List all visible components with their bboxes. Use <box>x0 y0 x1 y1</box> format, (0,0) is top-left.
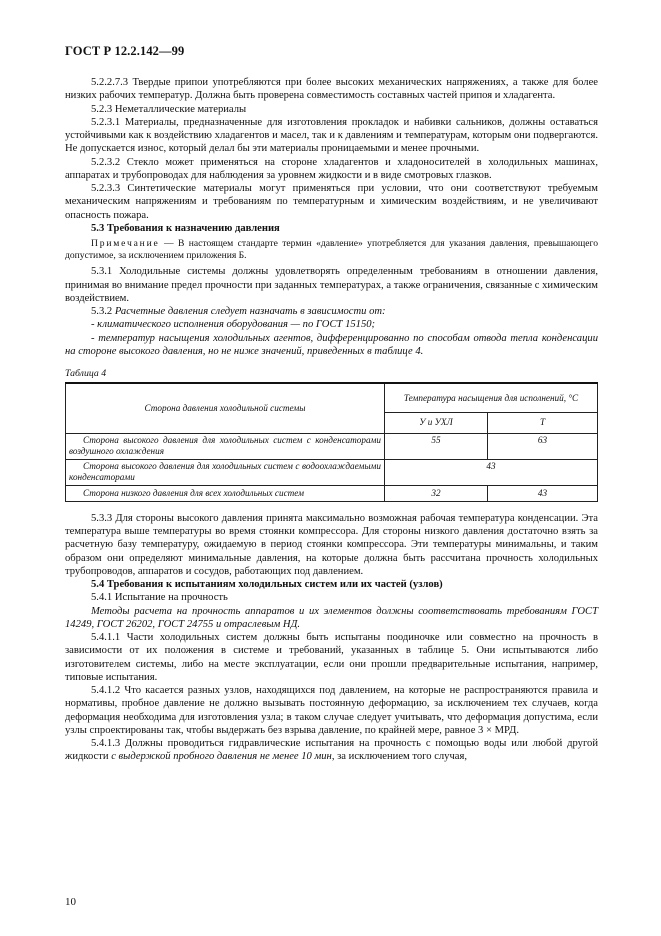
paragraph-5-4-1-2: 5.4.1.2 Что касается разных узлов, находящихся под давлением, на которые не распространяются правила и нормативы, пробное давление не должно вызывать постоянную деформацию, за исключением тех случаев, когда деформация необходима для изготовления узла; в таком случае следует учитывать, что деформация допустима, если узлы спроектированы так, чтобы выдержать без взрыва давление, по крайней мере, равное 3 × МРД. <box>65 685 598 736</box>
heading-5-2-3: 5.2.3 Неметаллические материалы <box>91 103 247 115</box>
table-cell-value: 32 <box>385 485 488 501</box>
section-heading-5-3: 5.3 Требования к назначению давления <box>91 222 280 234</box>
paragraph-5-2-3-1: 5.2.3.1 Материалы, предназначенные для изготовления прокладок и набивки сальников, должны оставаться устойчивыми как к воздействию хладагентов и масел, так и к давлениям и температурам, которым они подвергаются. Не допускается износ, который делал бы эти материалы проницаемыми и менее прочными. <box>65 116 598 155</box>
table-header-side: Сторона давления холодильной системы <box>66 383 385 433</box>
paragraph-5-4-1-3-italic: с выдержкой пробного давления не менее 10 мин <box>111 751 332 763</box>
document-header: ГОСТ Р 12.2.142—99 <box>65 44 185 58</box>
paragraph-5-3-3: 5.3.3 Для стороны высокого давления принята максимально возможная рабочая температура конденсации. Эта температура выше температуры во время стоянки компрессора. Для стороны низкого давления достаточно взять за расчетную базу температуру, ожидаемую в период стоянки компрессора. Эти температуры минимальны, и таким образом они определяют минимальные давления, на которые должна быть рассчитана прочность холодильных трубопроводов, аппаратов и сосудов, работающих под давлением. <box>65 512 598 577</box>
heading-5-4-1: 5.4.1 Испытание на прочность <box>91 592 228 604</box>
paragraph-5-2-3-3: 5.2.3.3 Синтетические материалы могут применяться при условии, что они соответствуют требуемым механическим напряжениям и требованиям по температурным и химическим воздействиям, и не увеличивают опасность пожара. <box>65 183 598 221</box>
table-header-temperature: Температура насыщения для исполнений, °С <box>385 383 598 412</box>
table-cell-value: 55 <box>385 433 488 459</box>
paragraph-5-3-2-number: 5.3.2 <box>91 306 115 318</box>
table-cell-value: 43 <box>488 485 598 501</box>
note <box>65 238 598 262</box>
table-cell-label: Сторона низкого давления для всех холодильных систем <box>66 485 385 501</box>
note-label: Примечание <box>91 238 160 249</box>
table-caption: Таблица 4 <box>65 368 107 380</box>
table-cell-value: 43 <box>385 459 598 485</box>
table-cell-value: 63 <box>488 433 598 459</box>
table-row <box>66 459 598 485</box>
page-number: 10 <box>65 896 76 908</box>
paragraph-5-4-1-methods: Методы расчета на прочность аппаратов и их элементов должны соответствовать требованиям ГОСТ 14249, ГОСТ 26202, ГОСТ 24755 и отраслевым НД. <box>65 605 598 630</box>
paragraph-5-4-1-3 <box>65 737 598 764</box>
table-4 <box>65 382 598 502</box>
list-item-saturation: - температур насыщения холодильных агентов, дифференцированно по способам отвода тепла конденсации на стороне высокого давления, но не ниже значений, приведенных в таблице 4. <box>65 332 598 357</box>
note-text: — В настоящем стандарте термин «давление» употребляется для указания давления, превышающего допустимое, за исключением приложения Б. <box>65 238 598 262</box>
paragraph-5-4-1-1: 5.4.1.1 Части холодильных систем должны быть испытаны поодиночке или совместно на прочность в зависимости от их положения в системе и требований, указанных в таблице 5. Они испытываются либо изготовителем системы, либо на месте эксплуатации, если они прошли предварительные испытания, например, типовые испытания. <box>65 632 598 683</box>
table-row <box>66 485 598 501</box>
table-cell-label: Сторона высокого давления для холодильных систем с конденсаторами воздушного охлаждения <box>66 433 385 459</box>
table-subheader-t: Т <box>488 412 598 433</box>
paragraph-5-4-1-3-a: 5.4.1.3 Должны проводиться гидравлические испытания на прочность с помощью воды или любой другой жидкости <box>65 738 598 763</box>
paragraph-5-2-2-7-3: 5.2.2.7.3 Твердые припои употребляются при более высоких механических напряжениях, а также для более низких рабочих температур. Должна быть проверена совместимость составных частей припоя и хладагента. <box>65 77 598 102</box>
section-heading-5-4: 5.4 Требования к испытаниям холодильных систем или их частей (узлов) <box>91 579 443 591</box>
paragraph-5-3-2-text: Расчетные давления следует назначать в зависимости от: <box>114 306 386 318</box>
table-row <box>66 433 598 459</box>
paragraph-5-4-1-3-b: , за исключением того случая, <box>331 751 468 763</box>
table-subheader-u-uhl: У и УХЛ <box>385 412 488 433</box>
paragraph-5-2-3-2: 5.2.3.2 Стекло может применяться на стороне хладагентов и хладоносителей в холодильных машинах, аппаратах и трубопроводах для наблюдения за уровнем жидкости и в виде смотровых глазков. <box>65 156 598 181</box>
list-item-climatic: - климатического исполнения оборудования — по ГОСТ 15150; <box>91 319 376 331</box>
document-body <box>65 76 598 764</box>
table-cell-label: Сторона высокого давления для холодильных систем с водоохлаждаемыми конденсаторами <box>66 459 385 485</box>
paragraph-5-3-2 <box>65 305 598 318</box>
paragraph-5-3-1: 5.3.1 Холодильные системы должны удовлетворять определенным требованиям в отношении давления, принимая во внимание предел прочности при заданных температурах, а также ограничения, связанные с химическим воздействием. <box>65 266 598 304</box>
